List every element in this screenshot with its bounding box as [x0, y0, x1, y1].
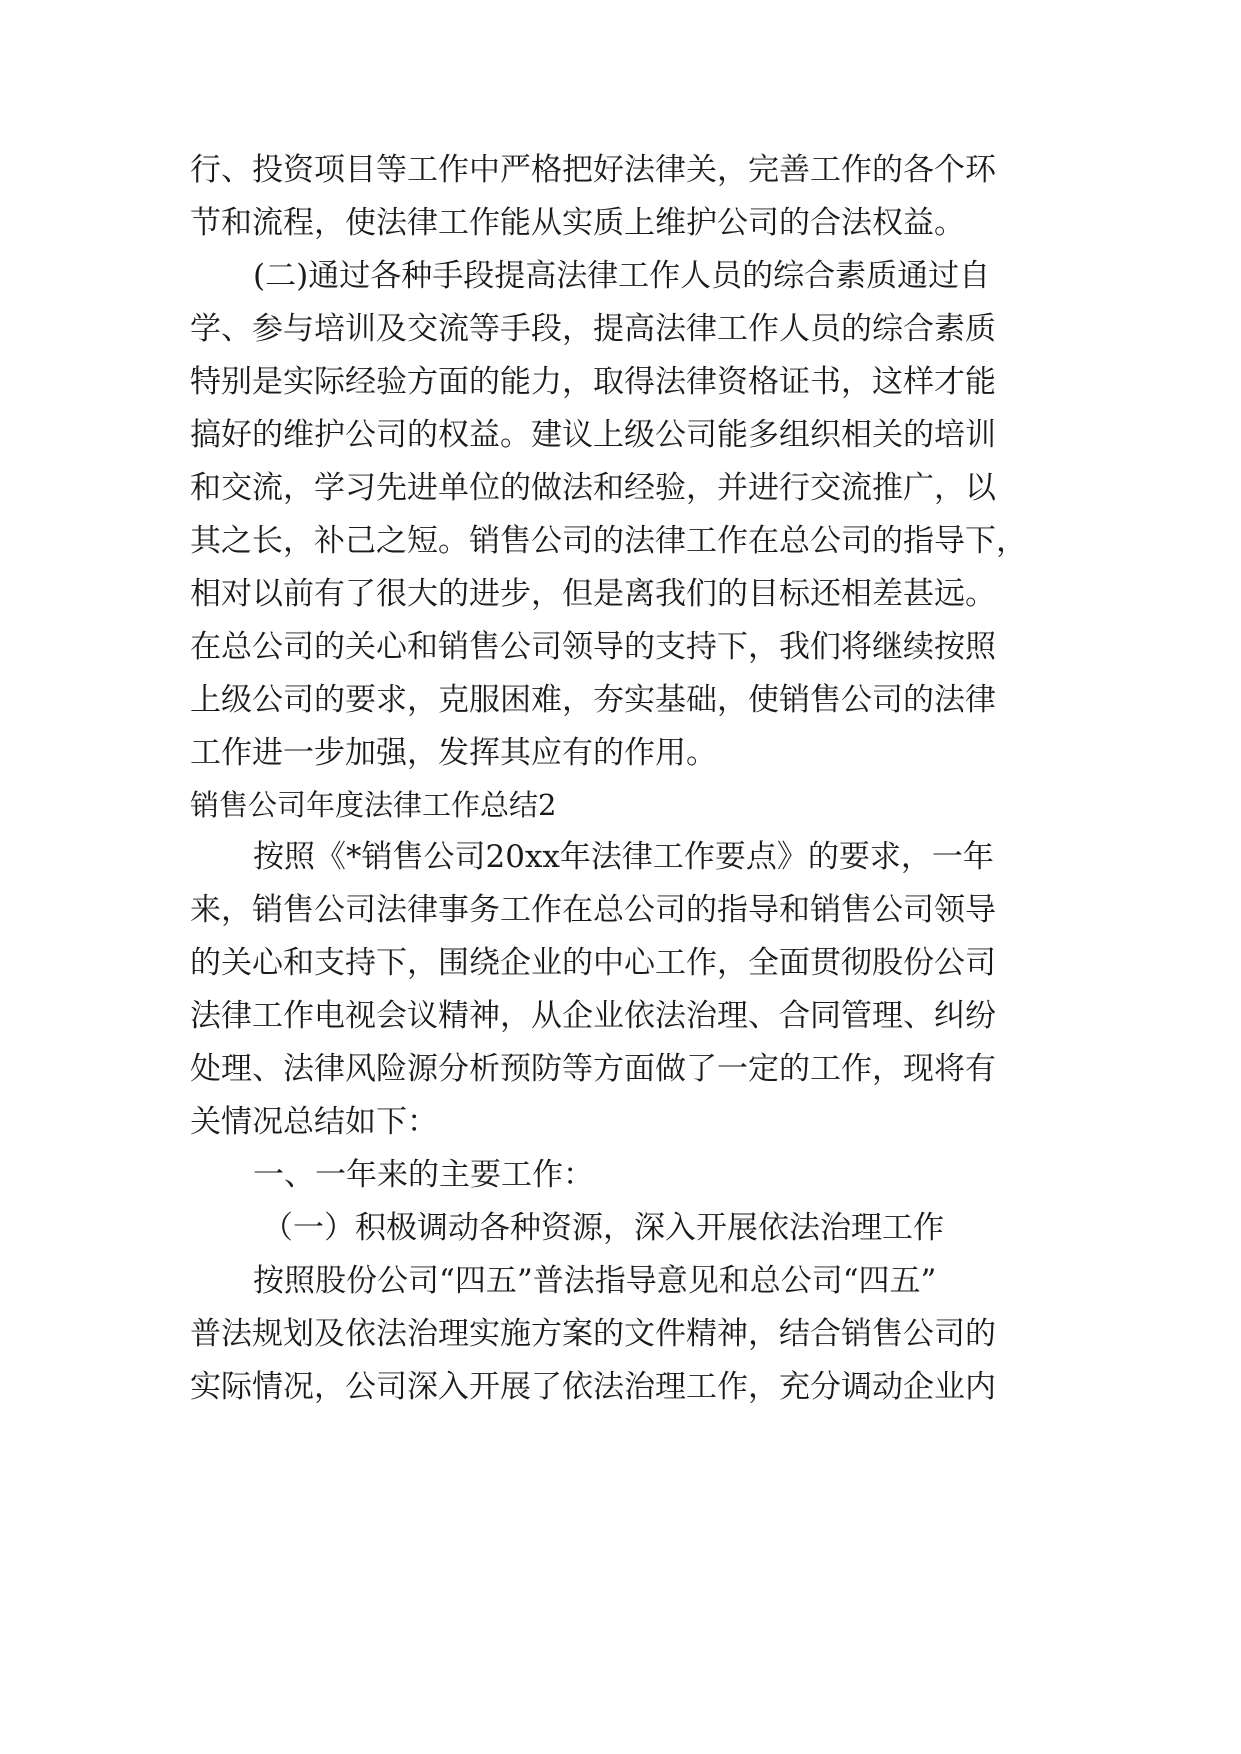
- text-line: 工作进一步加强，发挥其应有的作用。: [190, 735, 717, 771]
- text-line: 的关心和支持下，围绕企业的中心工作，全面贯彻股份公司: [190, 945, 996, 981]
- text-line: 实际情况，公司深入开展了依法治理工作，充分调动企业内: [190, 1369, 996, 1405]
- text-line: 搞好的维护公司的权益。建议上级公司能多组织相关的培训: [190, 417, 996, 453]
- text-line: 相对以前有了很大的进步，但是离我们的目标还相差甚远。: [190, 576, 996, 612]
- section-heading: 销售公司年度法律工作总结2: [190, 788, 557, 822]
- text-line: 在总公司的关心和销售公司领导的支持下，我们将继续按照: [190, 629, 996, 665]
- paragraph-start-line: 按照《*销售公司20xx年法律工作要点》的要求，一年: [253, 839, 994, 875]
- text-line: 节和流程，使法律工作能从实质上维护公司的合法权益。: [190, 205, 965, 241]
- text-line: 普法规划及依法治理实施方案的文件精神，结合销售公司的: [190, 1316, 996, 1352]
- text-line: 法律工作电视会议精神，从企业依法治理、合同管理、纠纷: [190, 998, 996, 1034]
- paragraph-start-line: (二)通过各种手段提高法律工作人员的综合素质通过自: [253, 258, 991, 294]
- text-line: 学、参与培训及交流等手段，提高法律工作人员的综合素质: [190, 311, 996, 347]
- subheading-line: （一）积极调动各种资源，深入开展依法治理工作: [262, 1210, 944, 1246]
- paragraph-start-line: 按照股份公司“四五”普法指导意见和总公司“四五”: [253, 1263, 937, 1299]
- text-line: 上级公司的要求，克服困难，夯实基础，使销售公司的法律: [190, 682, 996, 718]
- text-line: 行、投资项目等工作中严格把好法律关，完善工作的各个环: [190, 152, 996, 188]
- text-line: 来，销售公司法律事务工作在总公司的指导和销售公司领导: [190, 892, 996, 928]
- text-line: 特别是实际经验方面的能力，取得法律资格证书，这样才能: [190, 364, 996, 400]
- subheading-line: 一、一年来的主要工作：: [253, 1157, 594, 1193]
- text-line: 其之长，补己之短。销售公司的法律工作在总公司的指导下，: [190, 523, 1027, 559]
- text-line: 关情况总结如下：: [190, 1104, 438, 1140]
- text-line: 和交流，学习先进单位的做法和经验，并进行交流推广，以: [190, 470, 996, 506]
- text-line: 处理、法律风险源分析预防等方面做了一定的工作，现将有: [190, 1051, 996, 1087]
